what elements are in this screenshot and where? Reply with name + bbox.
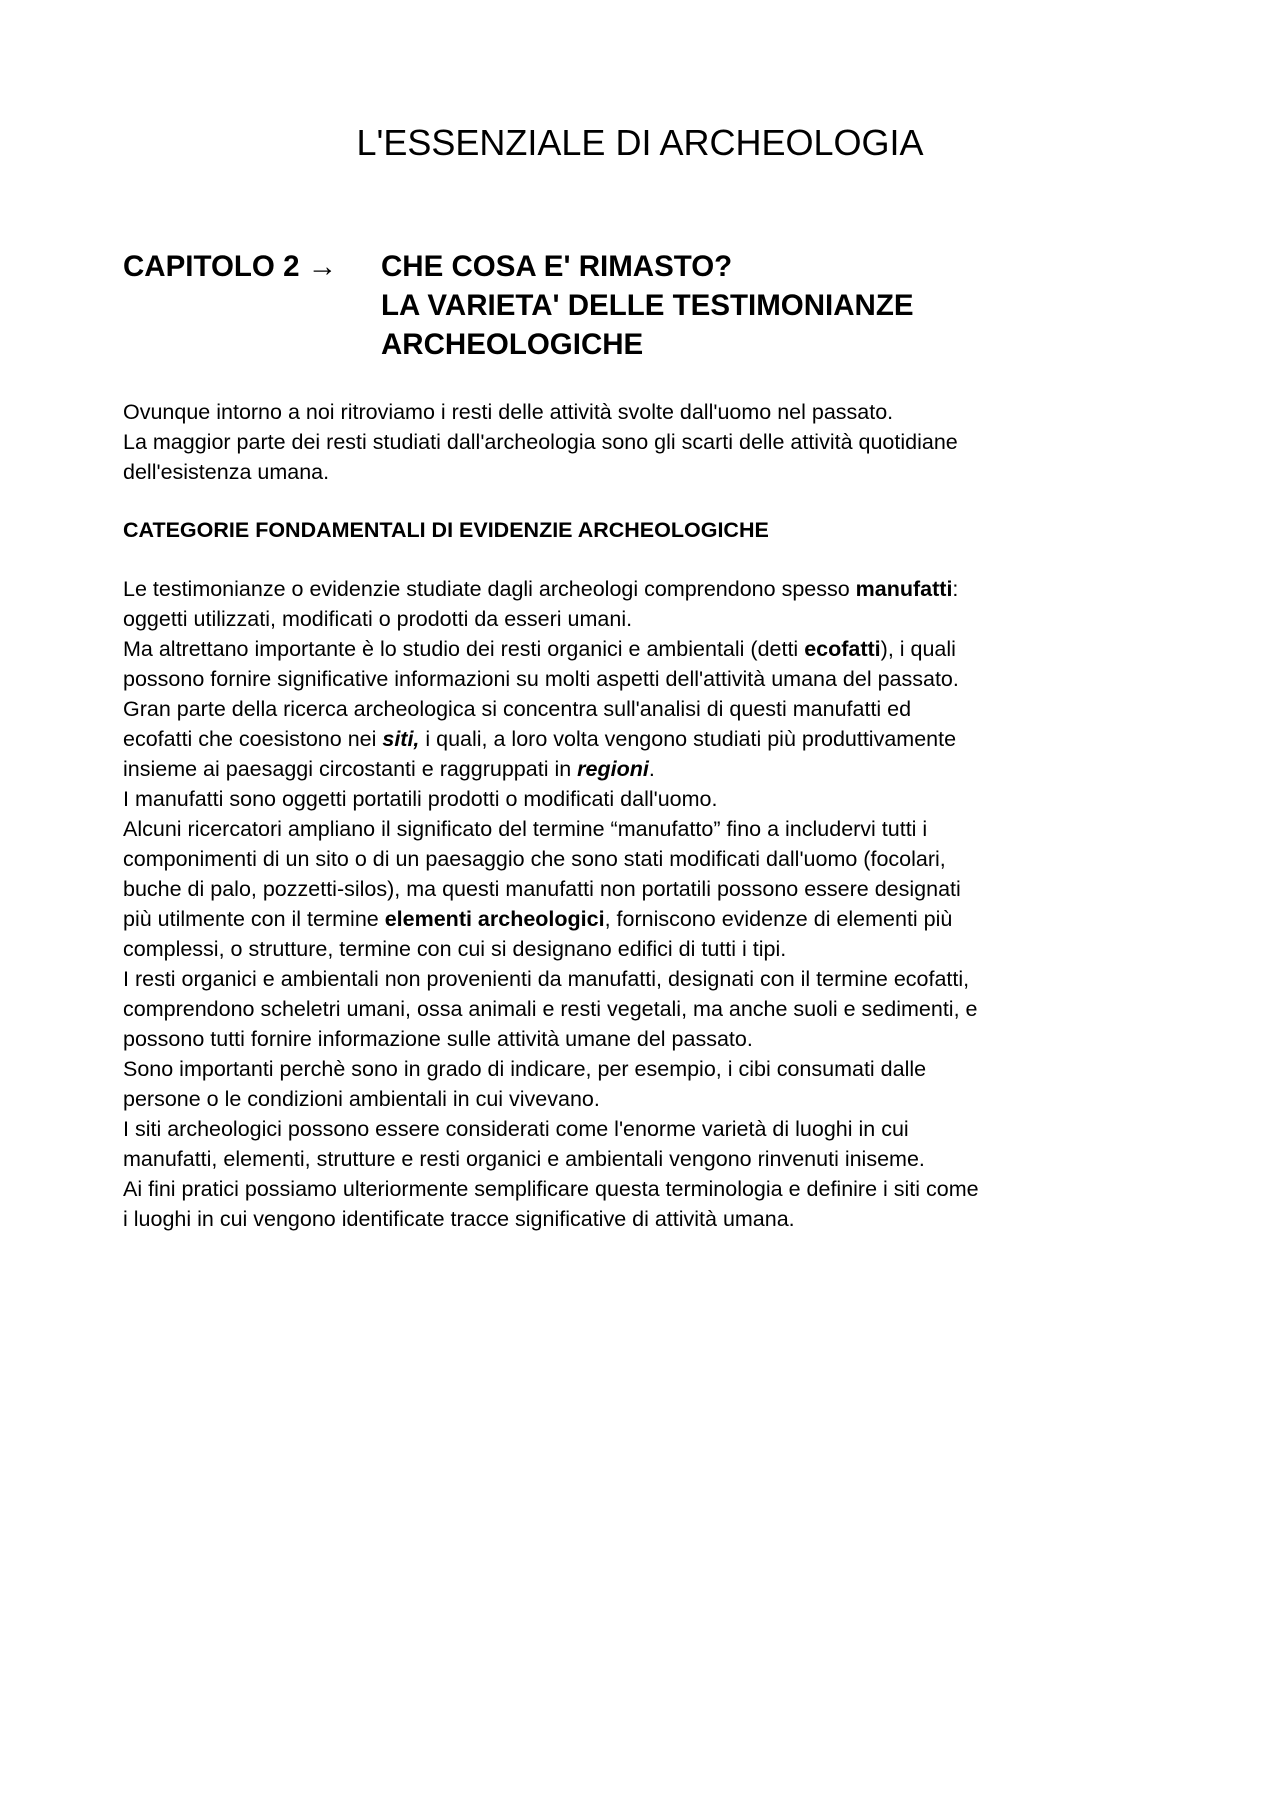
text-line: Alcuni ricercatori ampliano il significato del termine “manufatto” fino a includervi tutti i	[123, 817, 928, 841]
text-line: Ai fini pratici possiamo ulteriormente semplificare questa terminologia e definire i siti come	[123, 1177, 979, 1201]
keyword-regioni: regioni	[577, 757, 649, 781]
text-run: ), i quali	[880, 637, 956, 661]
text-run: Le testimonianze o evidenzie studiate dagli archeologi comprendono spesso	[123, 577, 856, 601]
text-line: oggetti utilizzati, modificati o prodotti da esseri umani.	[123, 607, 633, 631]
text-line: persone o le condizioni ambientali in cui vivevano.	[123, 1087, 600, 1111]
text-run: i quali, a loro volta vengono studiati più produttivamente	[419, 727, 957, 751]
document-title: L'ESSENZIALE DI ARCHEOLOGIA	[356, 122, 924, 163]
keyword-manufatti: manufatti	[855, 577, 953, 601]
text-line: I resti organici e ambientali non provenienti da manufatti, designati con il termine ecofatti,	[123, 967, 970, 991]
keyword-elementi-archeologici: elementi archeologici	[384, 907, 605, 931]
chapter-title-line-1: CHE COSA E' RIMASTO?	[381, 250, 733, 283]
text-line: componimenti di un sito o di un paesaggio che sono stati modificati dall'uomo (focolari,	[123, 847, 946, 871]
text-line	[123, 724, 979, 754]
section-heading: CATEGORIE FONDAMENTALI DI EVIDENZIE ARCHEOLOGICHE	[123, 518, 769, 542]
text-line	[123, 904, 979, 934]
text-line: I siti archeologici possono essere considerati come l'enorme varietà di luoghi in cui	[123, 1117, 909, 1141]
text-line	[123, 634, 979, 664]
text-run: .	[648, 757, 655, 781]
text-line: Sono importanti perchè sono in grado di indicare, per esempio, i cibi consumati dalle	[123, 1057, 927, 1081]
text-run: :	[952, 577, 959, 601]
text-line: I manufatti sono oggetti portatili prodotti o modificati dall'uomo.	[123, 787, 718, 811]
text-line: comprendono scheletri umani, ossa animali e resti vegetali, ma anche suoli e sedimenti, e	[123, 997, 978, 1021]
text-line: Ovunque intorno a noi ritroviamo i resti delle attività svolte dall'uomo nel passato.	[123, 400, 894, 424]
main-body-text	[123, 574, 979, 1234]
keyword-siti: siti,	[382, 727, 420, 751]
chapter-title-line-2: LA VARIETA' DELLE TESTIMONIANZE	[381, 289, 914, 322]
text-line: possono tutti fornire informazione sulle attività umane del passato.	[123, 1027, 753, 1051]
text-run: Ma altrettano importante è lo studio dei resti organici e ambientali (detti	[123, 637, 805, 661]
intro-paragraph	[123, 397, 958, 487]
keyword-ecofatti: ecofatti	[804, 637, 881, 661]
chapter-title-line-3: ARCHEOLOGICHE	[381, 328, 644, 361]
text-line: manufatti, elementi, strutture e resti organici e ambientali vengono rinvenuti iniseme.	[123, 1147, 925, 1171]
text-line: i luoghi in cui vengono identificate tracce significative di attività umana.	[123, 1207, 795, 1231]
chapter-heading	[123, 247, 914, 364]
text-line: buche di palo, pozzetti-silos), ma questi manufatti non portatili possono essere designati	[123, 877, 961, 901]
text-run: ecofatti che coesistono nei	[123, 727, 383, 751]
text-line: dell'esistenza umana.	[123, 460, 330, 484]
text-line: possono fornire significative informazioni su molti aspetti dell'attività umana del passato.	[123, 667, 959, 691]
text-line: Gran parte della ricerca archeologica si concentra sull'analisi di questi manufatti ed	[123, 697, 912, 721]
text-run: più utilmente con il termine	[123, 907, 385, 931]
text-line: complessi, o strutture, termine con cui si designano edifici di tutti i tipi.	[123, 937, 787, 961]
chapter-label: CAPITOLO 2 →	[123, 250, 338, 283]
text-line	[123, 754, 979, 784]
chapter-heading-row	[123, 247, 914, 286]
text-run: insieme ai paesaggi circostanti e raggruppati in	[123, 757, 578, 781]
text-line: La maggior parte dei resti studiati dall'archeologia sono gli scarti delle attività quotidiane	[123, 430, 958, 454]
text-line	[123, 574, 979, 604]
text-run: , forniscono evidenze di elementi più	[604, 907, 953, 931]
